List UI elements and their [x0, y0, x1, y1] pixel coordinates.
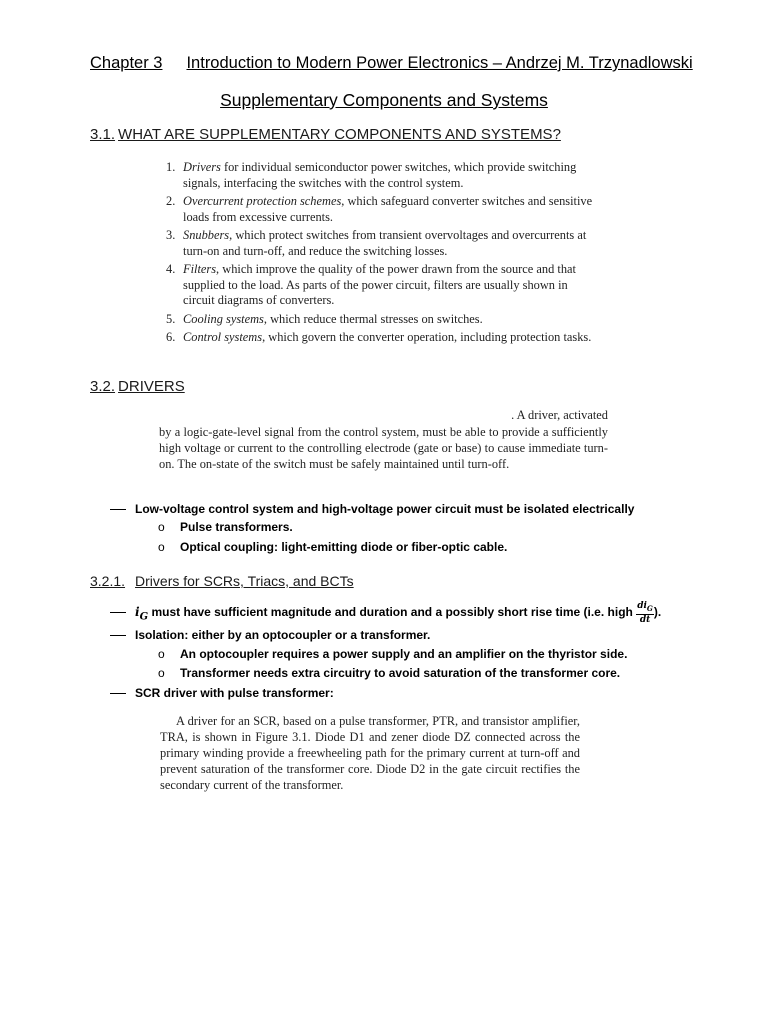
sub-bullet: o Transformer needs extra circuitry to avoid saturation of the transformer core. — [158, 666, 621, 680]
driver-quote-lead: . A driver, activated — [511, 408, 608, 422]
driver-quote: by a logic-gate-level signal from the control system, must be able to provide a sufficiently high voltage or current to the controlling electrode (gate or base) to cause immediate turn-on. The on-state of the switch must be safely maintained until turn-off. — [159, 425, 608, 471]
list-item: 4. Filters, which improve the quality of the power drawn from the source and that supplied to the load. As parts of the power circuit, filters are usually shown in circuit diagrams of converters. — [166, 262, 576, 307]
bullet-scr-driver: SCR driver with pulse transformer: — [110, 686, 334, 700]
dash-marker — [110, 635, 126, 636]
section-heading-3-2 — [90, 378, 185, 395]
section-title: Drivers for SCRs, Triacs, and BCTs — [135, 573, 354, 589]
chapter-header — [90, 54, 693, 73]
section-title: WHAT ARE SUPPLEMENTARY COMPONENTS AND SYSTEMS? — [118, 126, 561, 143]
bullet-isolation-method: Isolation: either by an optocoupler or a transformer. — [110, 628, 430, 642]
bullet-gate-current: $i_G$ must have sufficient magnitude and duration and a possibly short rise time (i.e. high $\frac{di_G}{dt}$ ). — [110, 601, 661, 625]
section-heading-3-2-1 — [90, 573, 354, 589]
section-number: 3.2.1. — [90, 573, 126, 589]
list-item: 5. Cooling systems, which reduce thermal stresses on switches. — [166, 311, 483, 326]
sub-bullet: o An optocoupler requires a power supply and an amplifier on the thyristor side. — [158, 647, 628, 661]
section-title: DRIVERS — [118, 378, 185, 395]
supplementary-list — [166, 160, 595, 349]
sub-bullet: o Optical coupling: light-emitting diode or fiber-optic cable. — [158, 540, 508, 554]
dash-marker — [110, 509, 126, 510]
scr-driver-quote: A driver for an SCR, based on a pulse transformer, PTR, and transistor amplifier, TRA, is shown in Figure 3.1. Diode D1 and zener diode DZ connected across the primary winding provide a freewheeling path for the primary current at turn-off and prevent saturation of the transformer core. Diode D2 in the gate circuit rectifies the secondary current of the transformer. — [160, 714, 580, 792]
book-title: Introduction to Modern Power Electronics – Andrzej M. Trzynadlowski — [186, 54, 693, 72]
sub-bullet: o Pulse transformers. — [158, 520, 293, 534]
chapter-number: Chapter 3 — [90, 54, 163, 72]
list-item: 1. Drivers for individual semiconductor power switches, which provide switching signals, interfacing the switches with the control system. — [166, 160, 577, 190]
page-title: Supplementary Components and Systems — [220, 90, 548, 110]
list-item: 6. Control systems, which govern the converter operation, including protection tasks. — [166, 330, 592, 344]
dash-marker — [110, 612, 126, 613]
section-number: 3.2. — [90, 378, 116, 395]
list-item: 3. Snubbers, which protect switches from transient overvoltages and overcurrents at turn-on and turn-off, and reduce the switching losses. — [166, 228, 587, 258]
section-heading-3-1 — [90, 126, 561, 143]
di-dt-fraction: $\frac{di_G}{dt}$ — [637, 601, 653, 625]
gate-current-symbol: $i_G$ — [135, 605, 149, 623]
bullet-isolation: Low-voltage control system and high-voltage power circuit must be isolated electrically — [110, 502, 634, 516]
list-item: 2. Overcurrent protection schemes, which safeguard converter switches and sensitive loads from excessive currents. — [166, 194, 593, 224]
dash-marker — [110, 693, 126, 694]
section-number: 3.1. — [90, 126, 116, 143]
